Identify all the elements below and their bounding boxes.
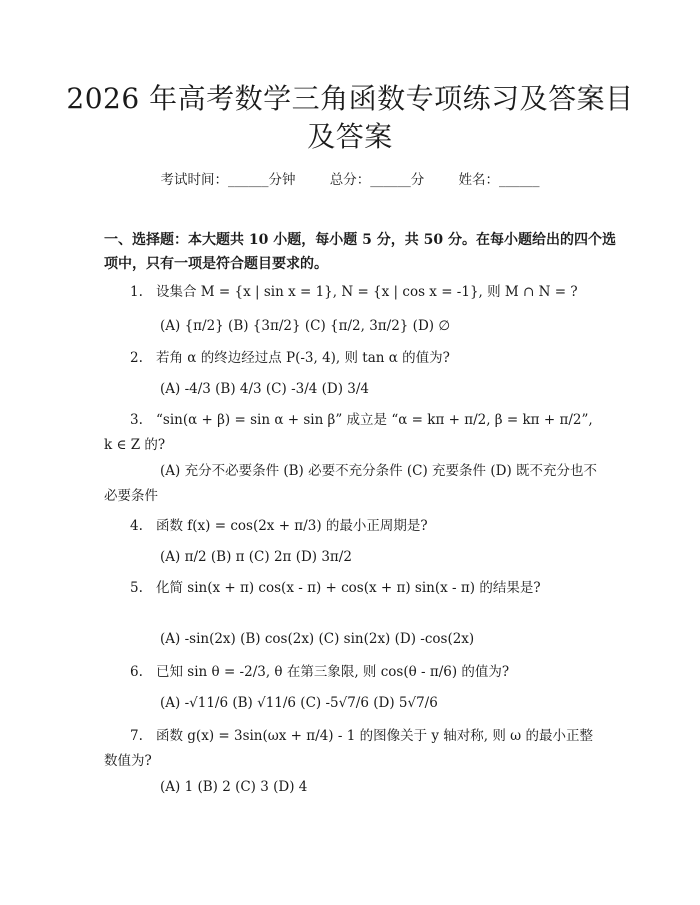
question-number: 7. [130,728,143,744]
question-text: 设集合 M = {x | sin x = 1}, N = {x | cos x = -1}, 则 M ∩ N = ? [156,284,578,300]
question-text: 函数 g(x) = 3sin(ωx + π/4) - 1 的图像关于 y 轴对称, 则 ω 的最小正整数值为? [104,728,593,769]
question-text: “sin(α + β) = sin α + sin β” 成立是 “α = kπ + π/2, β = kπ + π/2”, k ∈ Z 的? [104,412,593,453]
question-7-options: (A) 1 (B) 2 (C) 3 (D) 4 [160,779,308,795]
question-7 [104,724,604,774]
question-number: 3. [130,412,143,428]
question-4-options: (A) π/2 (B) π (C) 2π (D) 3π/2 [160,549,352,565]
question-text: 化简 sin(x + π) cos(x - π) + cos(x + π) sin(x - π) 的结果是? [156,580,541,596]
page-title: 2026 年高考数学三角函数专项练习及答案目及答案 [66,82,634,153]
question-number: 4. [130,518,143,534]
question-2 [104,346,604,371]
exam-time-field: 考试时间：______分钟 [160,172,296,188]
question-3 [104,408,604,458]
question-1-options: (A) {π/2} (B) {3π/2} (C) {π/2, 3π/2} (D) ∅ [160,318,451,334]
question-text: 若角 α 的终边经过点 P(-3, 4), 则 tan α 的值为? [156,350,450,366]
question-number: 6. [130,664,143,680]
question-6-options: (A) -√11/6 (B) √11/6 (C) -5√7/6 (D) 5√7/6 [160,695,438,711]
question-text: 已知 sin θ = -2/3, θ 在第三象限, 则 cos(θ - π/6) 的值为? [156,664,510,680]
student-name-field: 姓名：______ [458,172,540,188]
question-5 [104,576,604,601]
question-5-options: (A) -sin(2x) (B) cos(2x) (C) sin(2x) (D) -cos(2x) [160,631,475,647]
total-score-field: 总分：______分 [329,172,425,188]
section-heading: 一、选择题：本大题共 10 小题，每小题 5 分，共 50 分。在每小题给出的四个选项中，只有一项是符合题目要求的。 [104,232,616,272]
exam-info-line [0,168,700,188]
question-number: 5. [130,580,143,596]
question-2-options: (A) -4/3 (B) 4/3 (C) -3/4 (D) 3/4 [160,381,370,397]
question-6 [104,660,604,685]
question-4 [104,514,604,539]
question-3-options: (A) 充分不必要条件 (B) 必要不充分条件 (C) 充要条件 (D) 既不充分也不必要条件 [104,463,597,504]
question-text: 函数 f(x) = cos(2x + π/3) 的最小正周期是? [156,518,428,534]
question-number: 2. [130,350,143,366]
question-1 [104,280,604,305]
question-number: 1. [130,284,143,300]
